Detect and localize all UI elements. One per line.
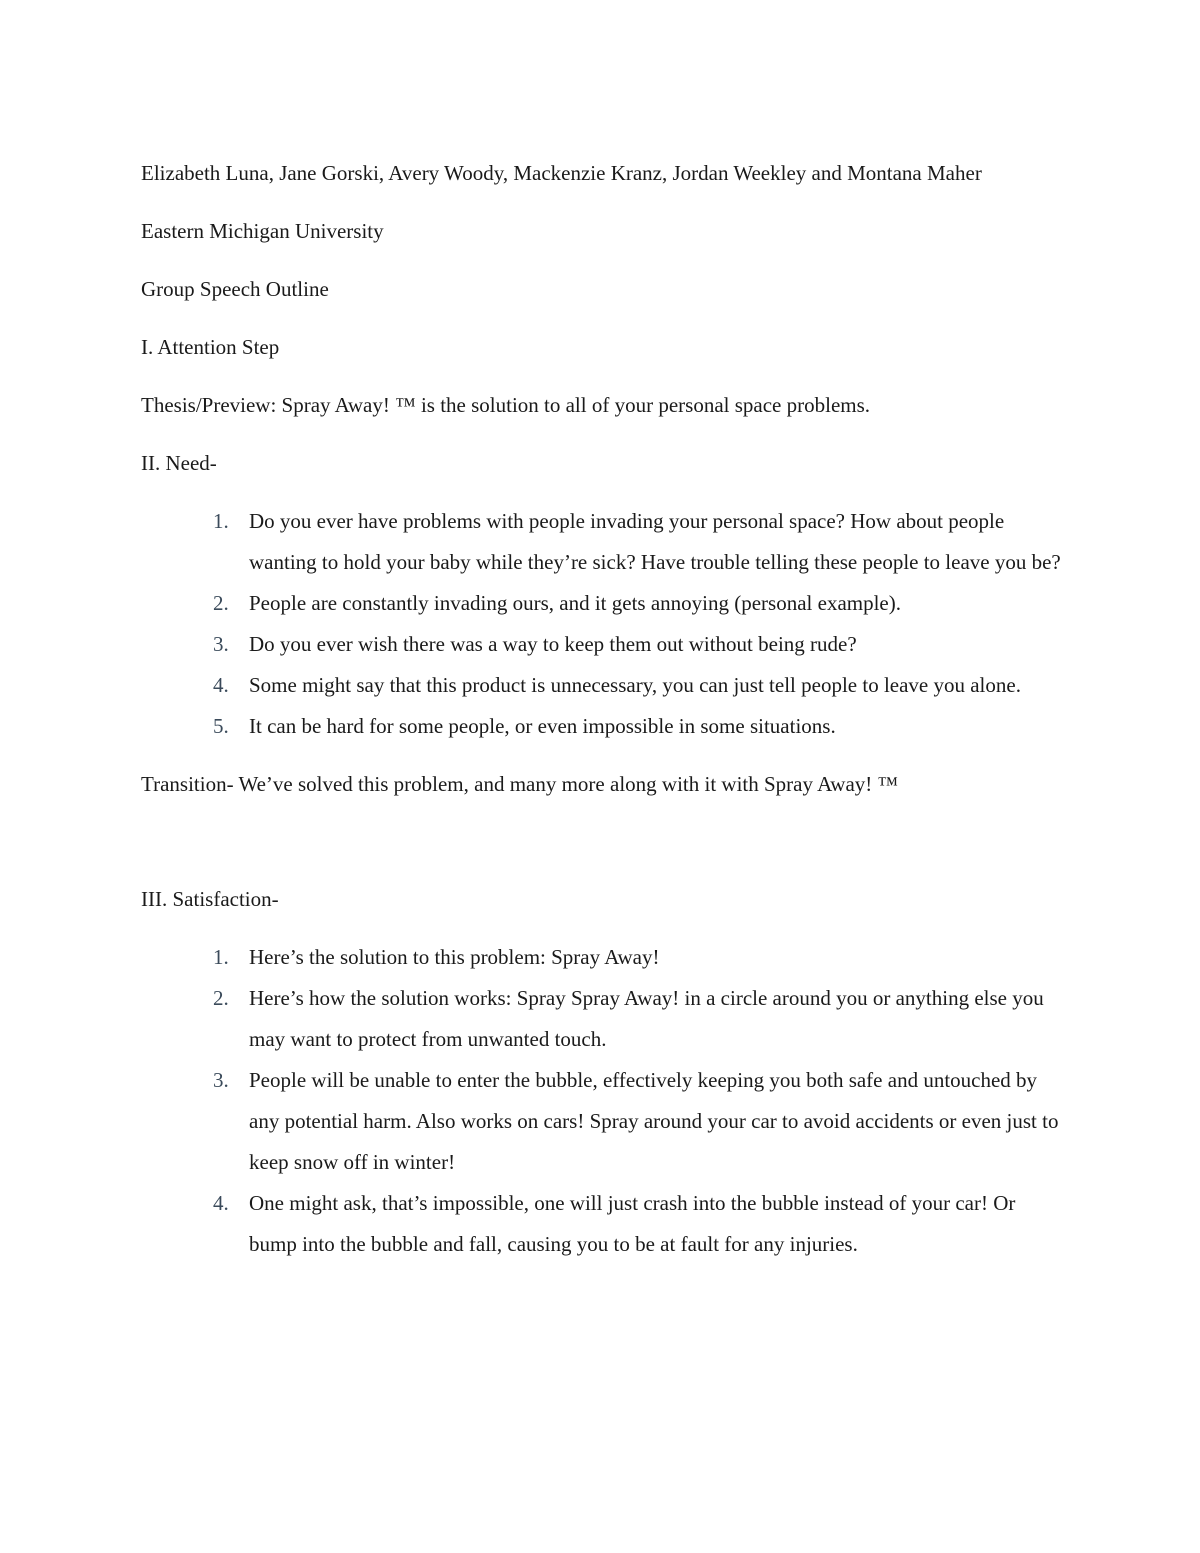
section-heading-attention: I. Attention Step [141, 335, 280, 359]
list-item [141, 706, 1061, 747]
authors-line: Elizabeth Luna, Jane Gorski, Avery Woody, Mackenzie Kranz, Jordan Weekley and Montana Maher [141, 161, 982, 185]
need-list [141, 501, 1061, 747]
list-item [141, 624, 1061, 665]
document-title: Group Speech Outline [141, 277, 329, 301]
list-item [141, 978, 1061, 1060]
list-item [141, 665, 1061, 706]
list-number: 3. [213, 632, 229, 656]
document-body [141, 153, 1061, 1282]
list-item [141, 583, 1061, 624]
list-number: 4. [213, 673, 229, 697]
blank-line [141, 822, 1061, 879]
list-number: 4. [213, 1191, 229, 1215]
list-item-text: It can be hard for some people, or even impossible in some situations. [249, 714, 836, 738]
list-number: 5. [213, 714, 229, 738]
satisfaction-list [141, 937, 1061, 1265]
thesis-line: Thesis/Preview: Spray Away! ™ is the solution to all of your personal space problems. [141, 393, 871, 417]
list-item-text: People are constantly invading ours, and it gets annoying (personal example). [249, 591, 901, 615]
list-number: 3. [213, 1068, 229, 1092]
section-heading-need: II. Need- [141, 451, 217, 475]
institution-line: Eastern Michigan University [141, 219, 384, 243]
list-number: 1. [213, 945, 229, 969]
list-item [141, 937, 1061, 978]
list-item-text: One might ask, that’s impossible, one will just crash into the bubble instead of your car! Or bump into the bubble and fall, causing you to be at fault for any injuries. [249, 1191, 1016, 1256]
list-item-text: Do you ever have problems with people invading your personal space? How about people wanting to hold your baby while they’re sick? Have trouble telling these people to leave you be? [249, 509, 1061, 574]
list-item-text: Here’s how the solution works: Spray Spray Away! in a circle around you or anything else you may want to protect from unwanted touch. [249, 986, 1044, 1051]
list-item-text: Here’s the solution to this problem: Spray Away! [249, 945, 660, 969]
transition-line: Transition- We’ve solved this problem, and many more along with it with Spray Away! ™ [141, 772, 899, 796]
section-heading-satisfaction: III. Satisfaction- [141, 887, 279, 911]
list-item-text: People will be unable to enter the bubble, effectively keeping you both safe and untouched by any potential harm. Also works on cars! Spray around your car to avoid accidents or even just to keep snow off in winter! [249, 1068, 1059, 1174]
list-item [141, 1183, 1061, 1265]
list-number: 2. [213, 986, 229, 1010]
list-item [141, 1060, 1061, 1183]
list-number: 2. [213, 591, 229, 615]
list-item-text: Do you ever wish there was a way to keep them out without being rude? [249, 632, 857, 656]
list-item [141, 501, 1061, 583]
list-item-text: Some might say that this product is unnecessary, you can just tell people to leave you alone. [249, 673, 1021, 697]
list-number: 1. [213, 509, 229, 533]
